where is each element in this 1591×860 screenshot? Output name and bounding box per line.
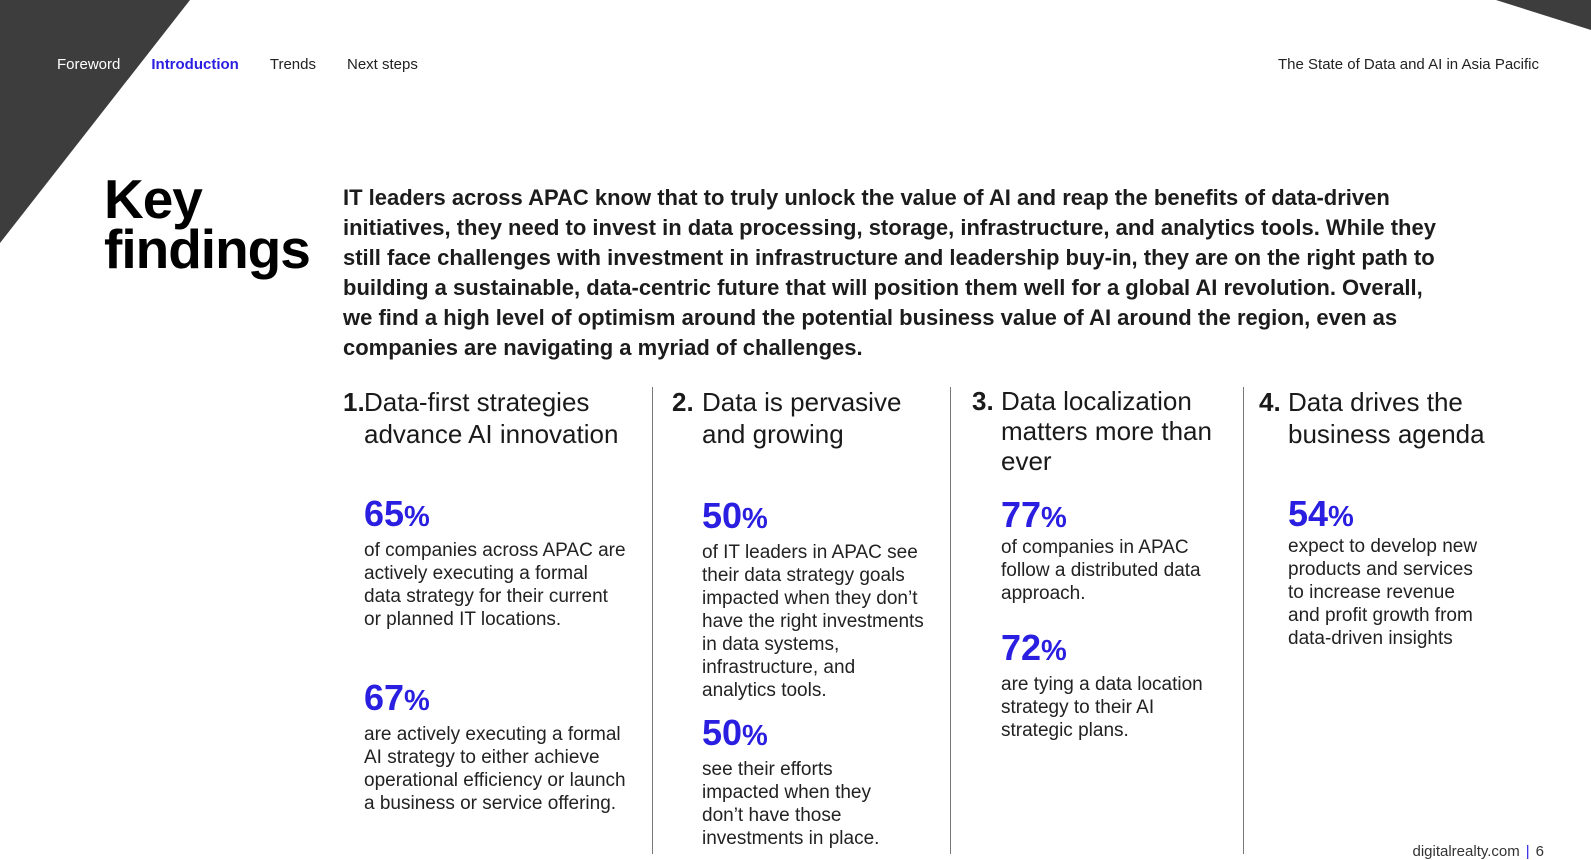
stat-number: 54	[1288, 493, 1329, 534]
finding-4	[1259, 386, 1549, 649]
finding-title	[672, 386, 917, 450]
page-heading-line2: findings	[104, 218, 310, 280]
stat-block	[702, 713, 902, 850]
stat-block	[364, 678, 634, 815]
stat-unit: %	[1041, 635, 1067, 667]
finding-title-text: Data localization matters more than ever	[1001, 386, 1212, 476]
stat-unit: %	[1041, 502, 1067, 534]
stat-description: see their efforts impacted when they don’t have those investments in place.	[702, 759, 880, 849]
finding-number: 4.	[1259, 387, 1281, 417]
finding-number: 1.	[343, 387, 365, 417]
stat-block	[1001, 628, 1216, 742]
stat-number: 65	[364, 493, 405, 534]
stat-number: 50	[702, 495, 743, 536]
stat-unit: %	[742, 503, 768, 535]
stat-value	[1001, 495, 1216, 538]
stat-number: 50	[702, 712, 743, 753]
nav-foreword[interactable]: Foreword	[57, 56, 121, 73]
stat-value	[702, 496, 932, 539]
stat-value	[364, 494, 629, 537]
nav-introduction[interactable]: Introduction	[151, 56, 239, 73]
finding-number: 2.	[672, 387, 694, 417]
stat-unit: %	[404, 685, 430, 717]
stat-value	[364, 678, 634, 721]
column-divider	[950, 387, 951, 854]
nav-trends[interactable]: Trends	[269, 56, 316, 73]
finding-number: 3.	[972, 386, 994, 416]
finding-title-text: Data is pervasive and growing	[702, 387, 902, 449]
top-nav	[57, 56, 449, 73]
footer-site-link[interactable]: digitalrealty.com	[1412, 843, 1520, 860]
stat-number: 77	[1001, 494, 1042, 535]
stat-unit: %	[404, 501, 430, 533]
footer-separator: |	[1525, 843, 1530, 860]
page-heading-line1: Key	[104, 168, 202, 230]
finding-1	[343, 386, 633, 814]
page-heading	[104, 168, 310, 280]
stat-description: of companies across APAC are actively executing a formal data strategy for their current or planned IT locations.	[364, 540, 626, 630]
stat-description: expect to develop new products and services to increase revenue and profit growth from data-driven insights	[1288, 536, 1478, 649]
stat-unit: %	[1328, 501, 1354, 533]
stat-value	[1001, 628, 1216, 671]
column-divider	[652, 387, 653, 854]
stat-number: 67	[364, 677, 405, 718]
stat-block	[1288, 494, 1483, 650]
document-title: The State of Data and AI in Asia Pacific	[1278, 56, 1539, 73]
finding-title	[972, 386, 1216, 476]
stat-description: of IT leaders in APAC see their data strategy goals impacted when they don’t have the right investments in data systems, infrastructure, and analytics tools.	[702, 542, 924, 701]
stat-block	[364, 494, 629, 631]
stat-unit: %	[742, 720, 768, 752]
corner-triangle-decoration-right	[1496, 0, 1591, 30]
stat-number: 72	[1001, 627, 1042, 668]
stat-value	[702, 713, 902, 756]
finding-title-text: Data-first strategies advance AI innovation	[364, 387, 619, 449]
stat-description: are tying a data location strategy to their AI strategic plans.	[1001, 674, 1203, 741]
finding-title-text: Data drives the business agenda	[1288, 387, 1485, 449]
page-footer	[1412, 843, 1544, 860]
finding-2	[672, 386, 942, 849]
page-number: 6	[1535, 843, 1544, 860]
intro-paragraph: IT leaders across APAC know that to truly unlock the value of AI and reap the benefits of data-driven initiatives, they need to invest in data processing, storage, infrastructure, and analytics tools. While they still face challenges with investment in infrastructure and leadership buy-in, they are on the right path to building a sustainable, data-centric future that will position them well for a global AI revolution. Overall, we find a high level of optimism around the potential business value of AI around the region, even as companies are navigating a myriad of challenges.	[343, 185, 1436, 360]
stat-description: are actively executing a formal AI strategy to either achieve operational efficiency or launch a business or service offering.	[364, 724, 626, 814]
finding-title	[1259, 386, 1538, 450]
stat-value	[1288, 494, 1483, 537]
stat-block	[702, 496, 932, 702]
finding-title	[343, 386, 634, 450]
stat-block	[1001, 495, 1216, 605]
stat-description: of companies in APAC follow a distributed data approach.	[1001, 537, 1201, 604]
column-divider	[1243, 387, 1244, 854]
nav-next-steps[interactable]: Next steps	[346, 56, 418, 73]
finding-3	[972, 386, 1232, 741]
